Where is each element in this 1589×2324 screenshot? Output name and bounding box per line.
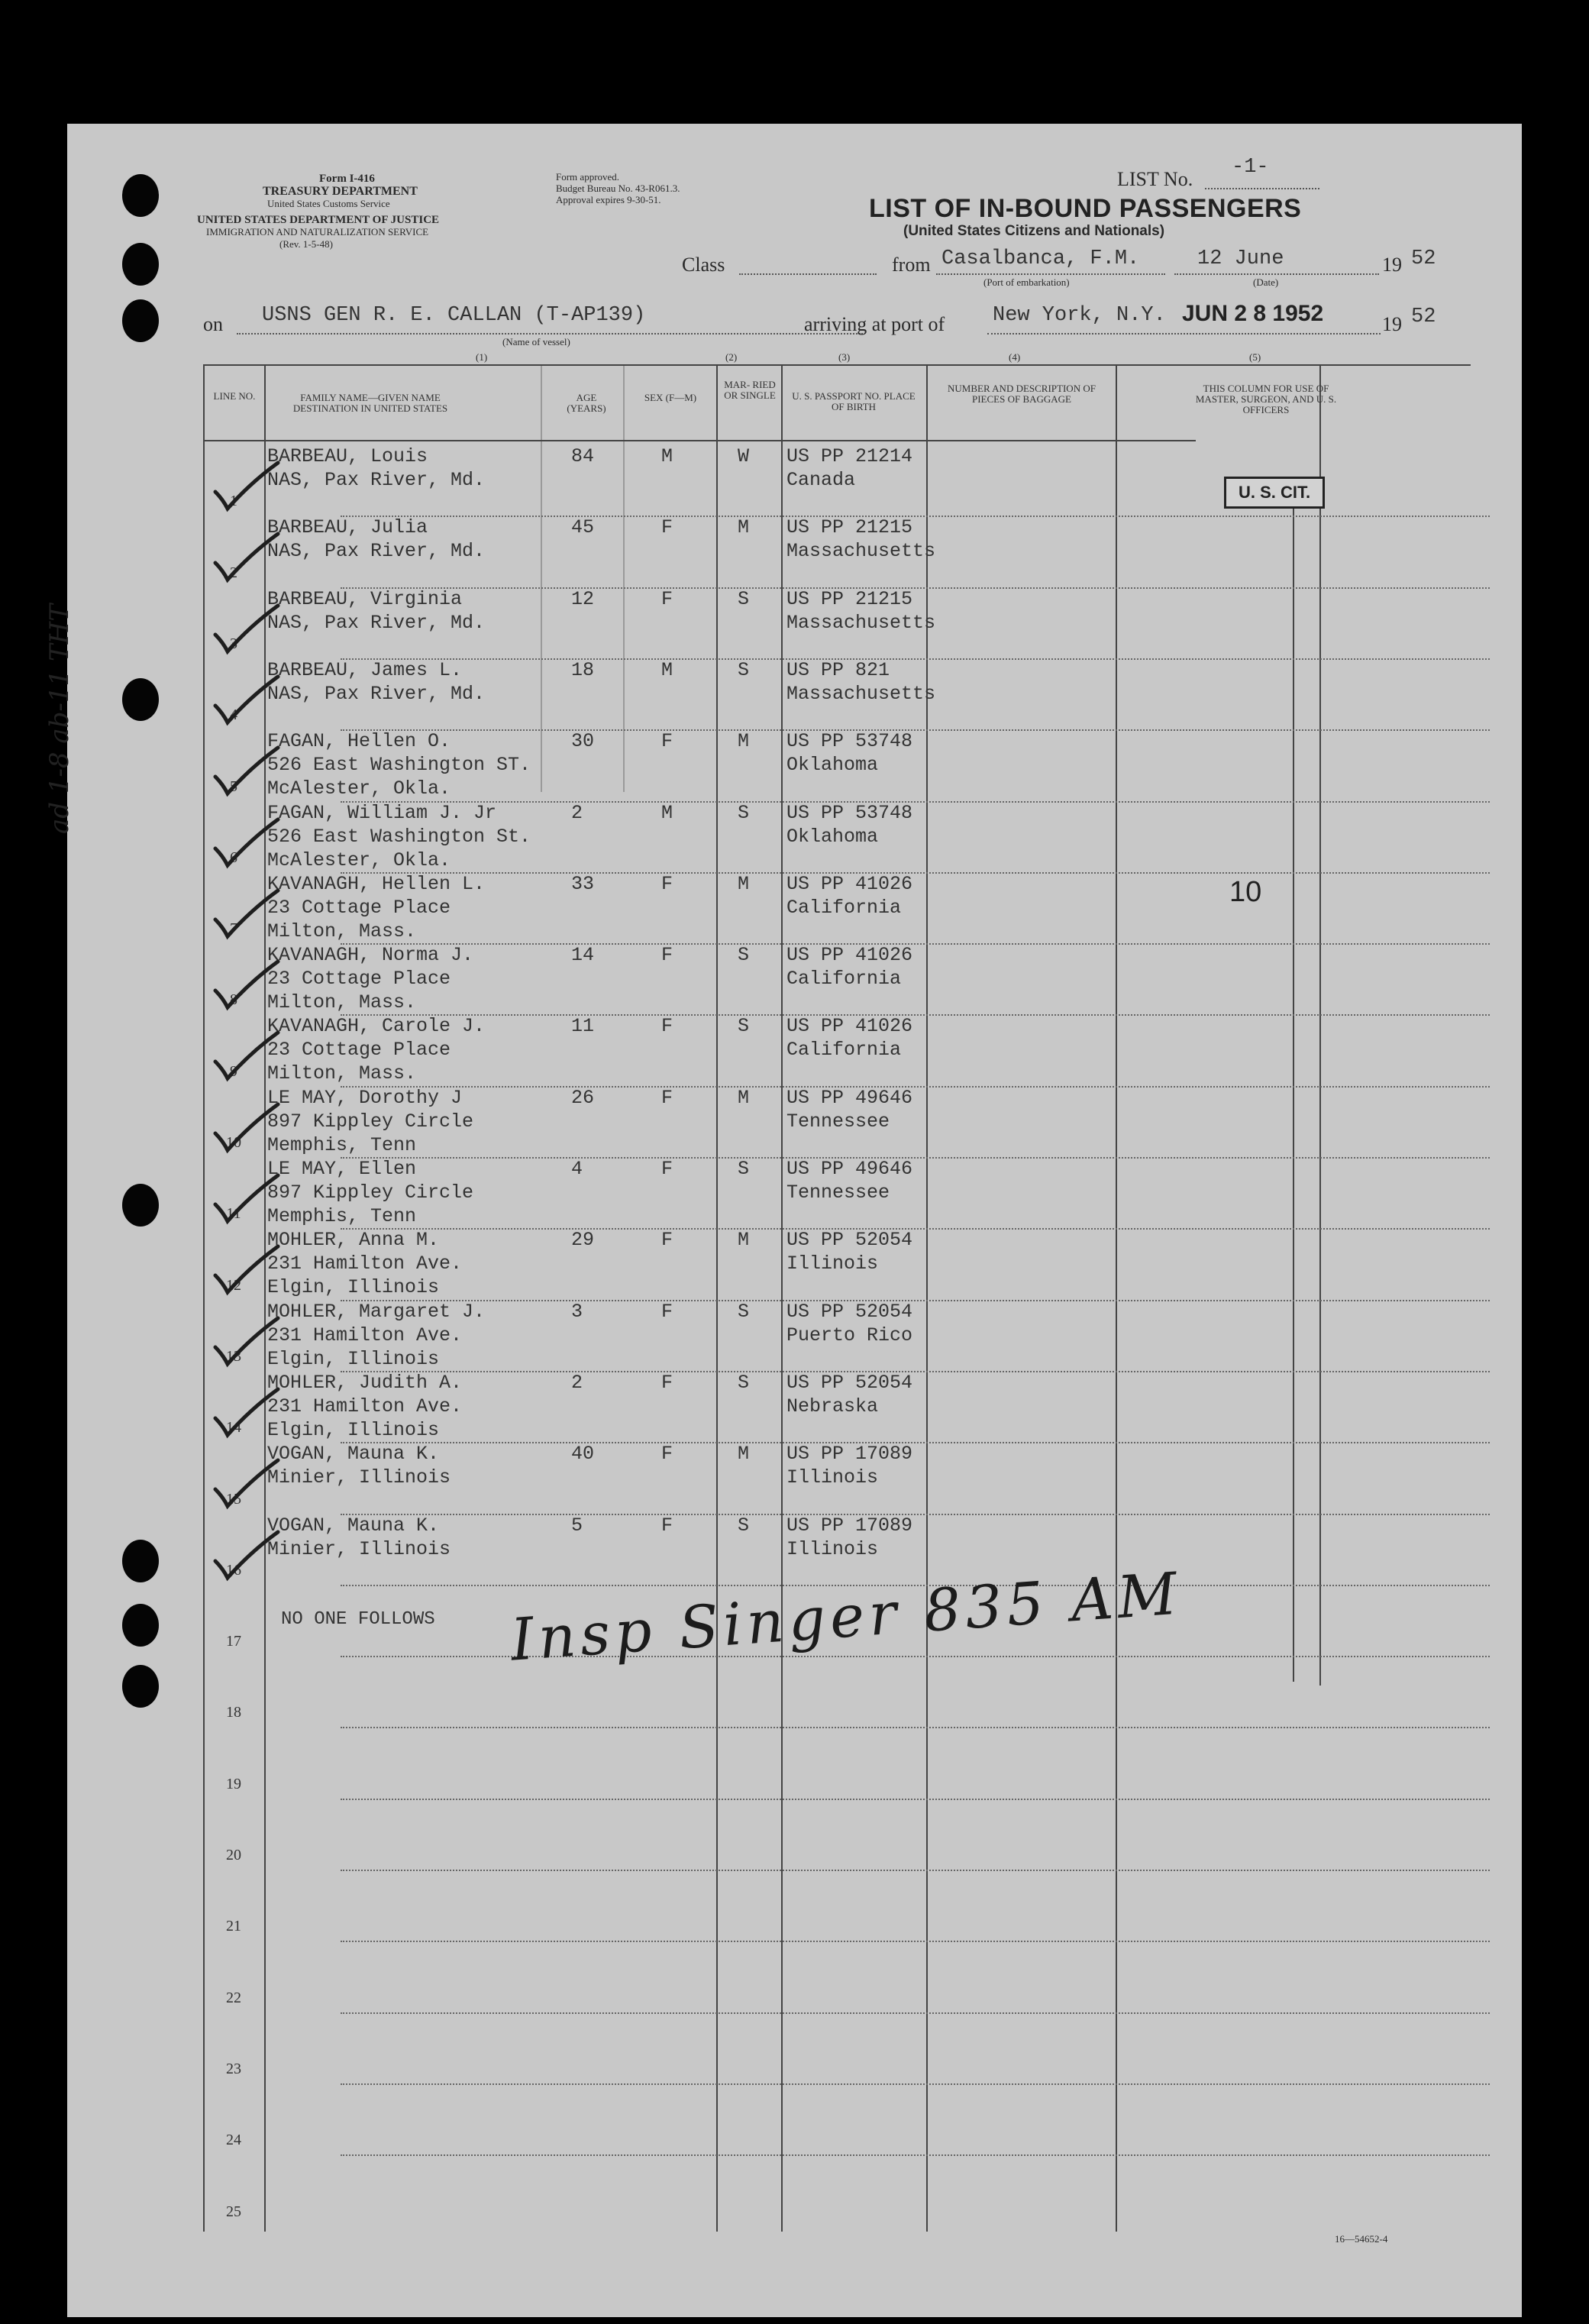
arrival-port: New York, N.Y. [993,304,1166,327]
check-mark-icon [212,1315,281,1369]
passenger-name: LE MAY, Dorothy J [267,1086,463,1109]
passport-number: US PP 52054 [786,1371,913,1394]
col-num-2: (2) [725,351,738,363]
sex: F [661,1086,673,1109]
row-divider [341,801,1490,803]
sex: F [661,1229,673,1252]
row-divider [341,1799,1490,1800]
line-number: 16 [226,1561,241,1579]
row-divider [341,516,1490,517]
passenger-name: VOGAN, Mauna K. [267,1514,440,1537]
row-divider [341,1727,1490,1728]
line-number: 15 [226,1490,241,1508]
passenger-name: KAVANAGH, Norma J. [267,944,474,967]
list-number: -1- [1232,156,1269,179]
header-destination: DESTINATION IN UNITED STATES [292,402,448,414]
check-mark-icon [212,603,281,656]
destination-line-2: Elgin, Illinois [267,1347,440,1370]
check-mark-icon [212,1243,281,1297]
passenger-name: MOHLER, Judith A. [267,1371,463,1394]
age: 5 [571,1514,583,1537]
passport-number: US PP 21214 [786,445,913,467]
line-number: 21 [226,1918,241,1935]
passport-number: US PP 49646 [786,1158,913,1180]
passport-number: US PP 17089 [786,1443,913,1466]
date-line [1174,273,1379,275]
marital-status: S [738,587,750,610]
punch-hole [122,1184,159,1227]
from-label: from [892,254,931,276]
passport-number: US PP 21215 [786,587,913,610]
age: 30 [571,730,595,753]
year-2: 52 [1411,305,1436,328]
list-label: LIST No. [1117,168,1193,190]
line-number: 18 [226,1704,241,1721]
destination-line-2: Elgin, Illinois [267,1418,440,1441]
line-number: 10 [226,1134,241,1151]
place-of-birth: Puerto Rico [786,1324,913,1346]
vessel-name: USNS GEN R. E. CALLAN (T-AP139) [262,304,646,327]
row-divider [341,1371,1490,1372]
destination-line-1: 23 Cottage Place [267,1039,451,1062]
passenger-name: BARBEAU, Louis [267,445,428,467]
form-number: Form I-416 [319,173,375,185]
on-label: on [203,313,223,335]
arrival-date-stamp: JUN 2 8 1952 [1182,301,1324,326]
list-no-line [1205,188,1319,189]
table-left [203,364,205,2232]
line-number: 13 [226,1347,241,1365]
row-divider [341,1870,1490,1871]
check-mark-icon [212,816,281,870]
passport-number: US PP 41026 [786,1015,913,1038]
sex: M [661,445,673,467]
passenger-name: VOGAN, Mauna K. [267,1443,440,1466]
line-number: 23 [226,2060,241,2077]
row-divider [341,1514,1490,1515]
sex: F [661,1015,673,1038]
header-sex: SEX (F—M) [644,392,697,403]
marital-status: M [738,1443,750,1466]
marital-status: S [738,1015,750,1038]
punch-hole [122,174,159,217]
passenger-name: BARBEAU, Julia [267,516,428,539]
place-of-birth: Tennessee [786,1110,890,1133]
place-of-birth: California [786,1039,902,1062]
row-divider [341,1086,1490,1088]
place-of-birth: Oklahoma [786,754,879,777]
passenger-name: LE MAY, Ellen [267,1158,417,1180]
line-number: 22 [226,1989,241,2006]
footer-code: 16—54652-4 [1335,2233,1388,2245]
age: 3 [571,1300,583,1323]
check-mark-icon [212,1457,281,1511]
age: 40 [571,1443,595,1466]
row-divider [341,1941,1490,1942]
check-mark-icon [212,1101,281,1155]
justice-dept: UNITED STATES DEPARTMENT OF JUSTICE [197,214,440,226]
col-sep-age [623,364,625,792]
destination-line-1: 897 Kippley Circle [267,1181,474,1204]
place-of-birth: Illinois [786,1253,879,1275]
line-number: 7 [230,920,237,938]
passenger-name: FAGAN, Hellen O. [267,730,451,753]
line-number: 4 [230,706,237,724]
marital-status: S [738,1300,750,1323]
destination-line-1: NAS, Pax River, Md. [267,469,486,491]
us-citizen-stamp: U. S. CIT. [1224,477,1325,509]
passport-number: US PP 17089 [786,1514,913,1537]
port-caption: (Port of embarkation) [983,276,1070,288]
punch-hole [122,1665,159,1708]
destination-line-1: Minier, Illinois [267,1537,451,1560]
place-of-birth: Illinois [786,1466,879,1489]
row-divider [341,658,1490,660]
port-of-embarkation: Casalbanca, F.M. [941,247,1140,270]
destination-line-1: NAS, Pax River, Md. [267,540,486,563]
year-prefix: 19 [1382,254,1402,276]
col-sep-sex [716,364,718,2232]
passenger-name: BARBEAU, Virginia [267,587,463,610]
marital-status: S [738,944,750,967]
form-page [44,124,1522,2317]
arriving-label: arriving at port of [804,313,945,335]
punch-hole [122,1604,159,1647]
age: 18 [571,658,595,681]
age: 45 [571,516,595,539]
sex: F [661,872,673,895]
approval-1: Form approved. [556,171,620,183]
line-number: 8 [230,991,237,1009]
check-mark-icon [212,1172,281,1226]
class-line [739,273,877,275]
margin-note: ad 1-8 ab-11 THT [44,603,75,834]
col-sep-name [541,364,542,792]
destination-line-2: McAlester, Okla. [267,777,451,800]
row-divider [341,2083,1490,2085]
age: 14 [571,944,595,967]
passport-number: US PP 21215 [786,516,913,539]
passenger-name: KAVANAGH, Carole J. [267,1015,486,1038]
header-age: AGE (YEARS) [567,392,606,414]
destination-line-2: McAlester, Okla. [267,848,451,871]
line-number: 5 [230,777,237,795]
destination-line-2: Milton, Mass. [267,991,417,1014]
age: 84 [571,445,595,467]
treasury-dept: TREASURY DEPARTMENT [263,185,418,198]
class-label: Class [682,254,725,276]
passenger-name: KAVANAGH, Hellen L. [267,872,486,895]
header-passport: U. S. PASSPORT NO. PLACE OF BIRTH [792,390,916,412]
from-line [936,273,1165,275]
passport-number: US PP 52054 [786,1300,913,1323]
line-number: 14 [226,1419,241,1437]
check-mark-icon [212,958,281,1012]
passenger-count: 10 [1229,876,1262,908]
age: 12 [571,587,595,610]
sex: F [661,944,673,967]
marital-status: M [738,1229,750,1252]
destination-line-2: Memphis, Tenn [267,1133,417,1156]
col-num-1: (1) [476,351,488,363]
marital-status: S [738,658,750,681]
revision: (Rev. 1-5-48) [279,238,333,250]
marital-status: M [738,1086,750,1109]
destination-line-1: 231 Hamilton Ave. [267,1324,463,1346]
destination-line-1: Minier, Illinois [267,1466,451,1489]
destination-line-2: Milton, Mass. [267,1062,417,1085]
no-one-follows: NO ONE FOLLOWS [281,1609,435,1630]
header-baggage: NUMBER AND DESCRIPTION OF PIECES OF BAGGAGE [948,383,1096,405]
marital-status: W [738,445,750,467]
destination-line-1: NAS, Pax River, Md. [267,682,486,705]
age: 29 [571,1229,595,1252]
passenger-name: MOHLER, Margaret J. [267,1300,486,1323]
place-of-birth: Nebraska [786,1395,879,1417]
marital-status: M [738,730,750,753]
customs-service: United States Customs Service [267,198,390,209]
row-divider [341,2012,1490,2014]
arrival-line [987,333,1381,335]
table-header-bottom [203,440,1196,441]
destination-line-1: 526 East Washington St. [267,825,531,848]
passport-number: US PP 52054 [786,1229,913,1252]
age: 2 [571,801,583,824]
year-prefix-2: 19 [1382,313,1402,335]
sex: F [661,587,673,610]
header-married: MAR- RIED OR SINGLE [724,379,776,401]
age: 11 [571,1015,595,1038]
col-num-3: (3) [838,351,851,363]
passenger-name: BARBEAU, James L. [267,658,463,681]
check-mark-icon [212,531,281,584]
place-of-birth: California [786,968,902,991]
header-name: FAMILY NAME—GIVEN NAME [300,392,441,403]
header-officers: THIS COLUMN FOR USE OF MASTER, SURGEON, AND U. S. OFFICERS [1195,383,1337,415]
destination-line-1: 231 Hamilton Ave. [267,1395,463,1417]
check-mark-icon [212,1386,281,1440]
passport-number: US PP 53748 [786,801,913,824]
line-number: 6 [230,848,237,866]
sex: M [661,658,673,681]
line-number: 19 [226,1775,241,1792]
departure-date: 12 June [1197,247,1284,270]
col-sep-baggage [1116,364,1117,2232]
punch-hole [122,299,159,342]
marital-status: M [738,516,750,539]
passenger-name: FAGAN, William J. Jr [267,801,497,824]
line-number: 20 [226,1847,241,1863]
sex: F [661,1371,673,1394]
approval-3: Approval expires 9-30-51. [556,194,661,205]
col-officers-right [1319,364,1321,1686]
place-of-birth: Tennessee [786,1181,890,1204]
line-number: 2 [230,564,237,581]
line-number: 24 [226,2132,241,2149]
age: 4 [571,1158,583,1180]
sex: F [661,1158,673,1180]
check-mark-icon [212,1029,281,1083]
destination-line-2: Milton, Mass. [267,920,417,942]
marital-status: S [738,1371,750,1394]
punch-hole [122,1540,159,1582]
col-sep-married [781,364,783,2232]
line-number: 12 [226,1276,241,1294]
age: 26 [571,1086,595,1109]
destination-line-1: 23 Cottage Place [267,896,451,919]
check-mark-icon [212,674,281,727]
sex: F [661,730,673,753]
place-of-birth: Massachusetts [786,682,936,705]
line-number: 11 [226,1205,241,1223]
place-of-birth: California [786,896,902,919]
line-number: 1 [230,493,237,510]
marital-status: S [738,1158,750,1180]
sex: F [661,1300,673,1323]
year-1: 52 [1411,247,1436,270]
ins-service: IMMIGRATION AND NATURALIZATION SERVICE [206,226,429,238]
line-number: 17 [226,1633,241,1650]
table-top [203,364,1471,366]
passport-number: US PP 41026 [786,944,913,967]
passport-number: US PP 53748 [786,730,913,753]
destination-line-2: Memphis, Tenn [267,1205,417,1227]
header-line-no: LINE NO. [213,390,256,402]
row-divider [341,872,1490,874]
destination-line-1: 23 Cottage Place [267,968,451,991]
vessel-line [237,333,863,335]
col-num-4: (4) [1009,351,1021,363]
sex: F [661,1514,673,1537]
place-of-birth: Massachusetts [786,611,936,634]
row-divider [341,943,1490,945]
passport-number: US PP 41026 [786,872,913,895]
destination-line-1: 231 Hamilton Ave. [267,1253,463,1275]
destination-line-1: NAS, Pax River, Md. [267,611,486,634]
check-mark-icon [212,1529,281,1582]
row-divider [341,729,1490,731]
destination-line-2: Elgin, Illinois [267,1276,440,1299]
sex: M [661,801,673,824]
row-divider [341,587,1490,589]
place-of-birth: Canada [786,469,856,491]
col-num-5: (5) [1249,351,1261,363]
punch-hole [122,243,159,286]
sex: F [661,1443,673,1466]
col-sep-passport [926,364,928,2232]
sex: F [661,516,673,539]
line-number: 9 [230,1062,237,1080]
date-caption: (Date) [1253,276,1279,288]
line-number: 25 [226,2203,241,2220]
row-divider [341,1157,1490,1159]
destination-line-1: 526 East Washington ST. [267,754,531,777]
row-divider [341,1442,1490,1443]
row-divider [341,1228,1490,1230]
age: 33 [571,872,595,895]
page-subtitle: (United States Citizens and Nationals) [903,223,1165,239]
passport-number: US PP 49646 [786,1086,913,1109]
line-number: 3 [230,635,237,652]
place-of-birth: Massachusetts [786,540,936,563]
passenger-name: MOHLER, Anna M. [267,1229,440,1252]
check-mark-icon [212,460,281,513]
row-divider [341,2154,1490,2156]
marital-status: S [738,801,750,824]
page-title: LIST OF IN-BOUND PASSENGERS [869,194,1302,223]
place-of-birth: Oklahoma [786,825,879,848]
row-divider [341,1300,1490,1301]
age: 2 [571,1371,583,1394]
place-of-birth: Illinois [786,1537,879,1560]
destination-line-1: 897 Kippley Circle [267,1110,474,1133]
check-mark-icon [212,745,281,798]
marital-status: S [738,1514,750,1537]
approval-2: Budget Bureau No. 43-R061.3. [556,183,680,194]
row-divider [341,1014,1490,1016]
check-mark-icon [212,887,281,941]
passport-number: US PP 821 [786,658,890,681]
vessel-caption: (Name of vessel) [502,336,570,347]
inspector-signature: Insp Singer 835 AM [508,1559,1184,1674]
marital-status: M [738,872,750,895]
punch-hole [122,678,159,721]
